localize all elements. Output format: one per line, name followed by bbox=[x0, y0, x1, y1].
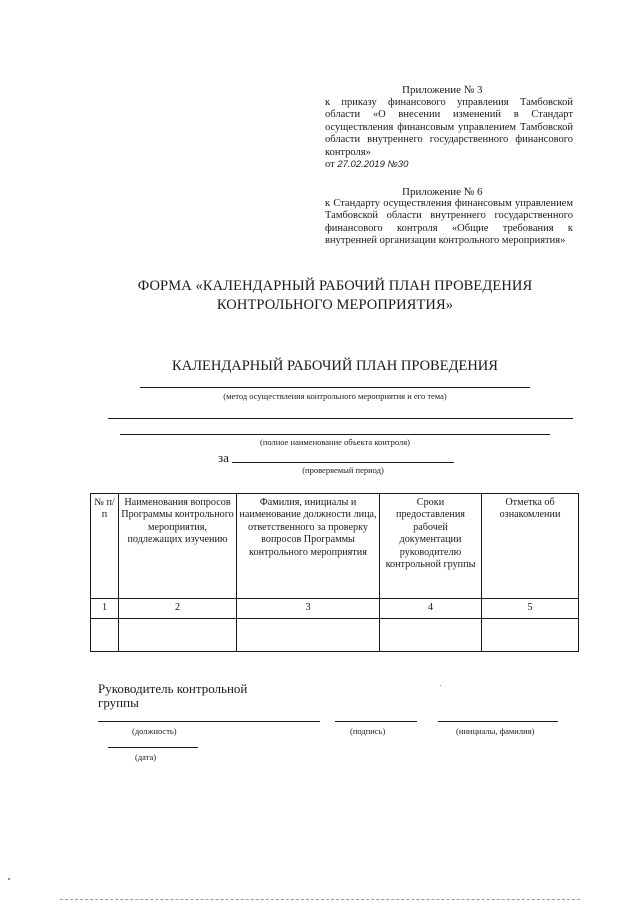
appendix6-title: Приложение № 6 bbox=[402, 186, 483, 198]
za-label: за bbox=[218, 450, 229, 465]
table-number-cell: 4 bbox=[380, 599, 482, 619]
table-cell bbox=[119, 619, 237, 652]
table-header-cell: № п/п bbox=[91, 494, 119, 599]
period-caption: (проверяемый период) bbox=[302, 465, 384, 475]
table-number-cell: 3 bbox=[237, 599, 380, 619]
plan-table bbox=[90, 493, 579, 652]
appendix3-body: к приказу финансового управления Тамбовской области «О внесении изменений в Стандарт осуществления финансовым управлением Тамбовской области внутреннего государственного финансового контроля» bbox=[325, 97, 573, 158]
group-leader-line2: группы bbox=[98, 695, 139, 710]
form-title-line1: ФОРМА «КАЛЕНДАРНЫЙ РАБОЧИЙ ПЛАН ПРОВЕДЕНИЯ bbox=[137, 278, 533, 294]
table-number-row bbox=[91, 599, 579, 619]
sign-caption: (подпись) bbox=[350, 726, 386, 736]
date-caption: (дата) bbox=[135, 752, 157, 762]
appendix3-date-line bbox=[325, 159, 408, 171]
table-header-cell: Отметка об ознакомлении bbox=[482, 494, 579, 599]
table-header-cell: Наименования вопросов Программы контрольного мероприятия, подлежащих изучению bbox=[119, 494, 237, 599]
appendix3-date-signature: 27.02.2019 №30 bbox=[337, 159, 409, 170]
group-leader-line1: Руководитель контрольной bbox=[98, 681, 248, 696]
appendix3-title: Приложение № 3 bbox=[402, 84, 483, 96]
table-cell bbox=[91, 619, 119, 652]
plan-title: КАЛЕНДАРНЫЙ РАБОЧИЙ ПЛАН ПРОВЕДЕНИЯ bbox=[172, 358, 498, 374]
group-leader-label bbox=[98, 682, 247, 710]
date-line bbox=[108, 747, 198, 748]
table-header-cell: Фамилия, инициалы и наименование должности лица, ответственного за проверку вопросов Программы контрольного мероприятия bbox=[237, 494, 380, 599]
scan-edge-noise bbox=[60, 899, 580, 901]
table-cell bbox=[482, 619, 579, 652]
form-title-line2: КОНТРОЛЬНОГО МЕРОПРИЯТИЯ» bbox=[216, 297, 454, 313]
object-line-1 bbox=[108, 418, 573, 419]
object-caption: (полное наименование объекта контроля) bbox=[260, 437, 410, 447]
name-caption: (инициалы, фамилия) bbox=[456, 726, 535, 736]
period-line bbox=[232, 462, 454, 463]
scan-speck bbox=[440, 685, 441, 686]
table-cell bbox=[237, 619, 380, 652]
method-line bbox=[140, 387, 530, 388]
method-caption: (метод осуществления контрольного мероприятия и его тема) bbox=[223, 391, 447, 401]
table-cell bbox=[380, 619, 482, 652]
name-line bbox=[438, 721, 558, 722]
table-row bbox=[91, 619, 579, 652]
table-number-cell: 1 bbox=[91, 599, 119, 619]
appendix6-body: к Стандарту осуществления финансовым управлением Тамбовской области внутреннего государственного финансового контроля «Общие требования к внутренней организации контрольного мероприятия» bbox=[325, 198, 573, 247]
scan-speck bbox=[8, 878, 10, 880]
appendix3-date-prefix: от bbox=[325, 159, 335, 170]
table-number-cell: 5 bbox=[482, 599, 579, 619]
object-line-2 bbox=[120, 434, 550, 435]
table-number-cell: 2 bbox=[119, 599, 237, 619]
sign-line bbox=[335, 721, 417, 722]
form-title bbox=[80, 277, 590, 315]
position-caption: (должность) bbox=[132, 726, 177, 736]
position-line bbox=[98, 721, 320, 722]
table-header-cell: Сроки предоставления рабочей документации руководителю контрольной группы bbox=[380, 494, 482, 599]
table-header-row bbox=[91, 494, 579, 599]
